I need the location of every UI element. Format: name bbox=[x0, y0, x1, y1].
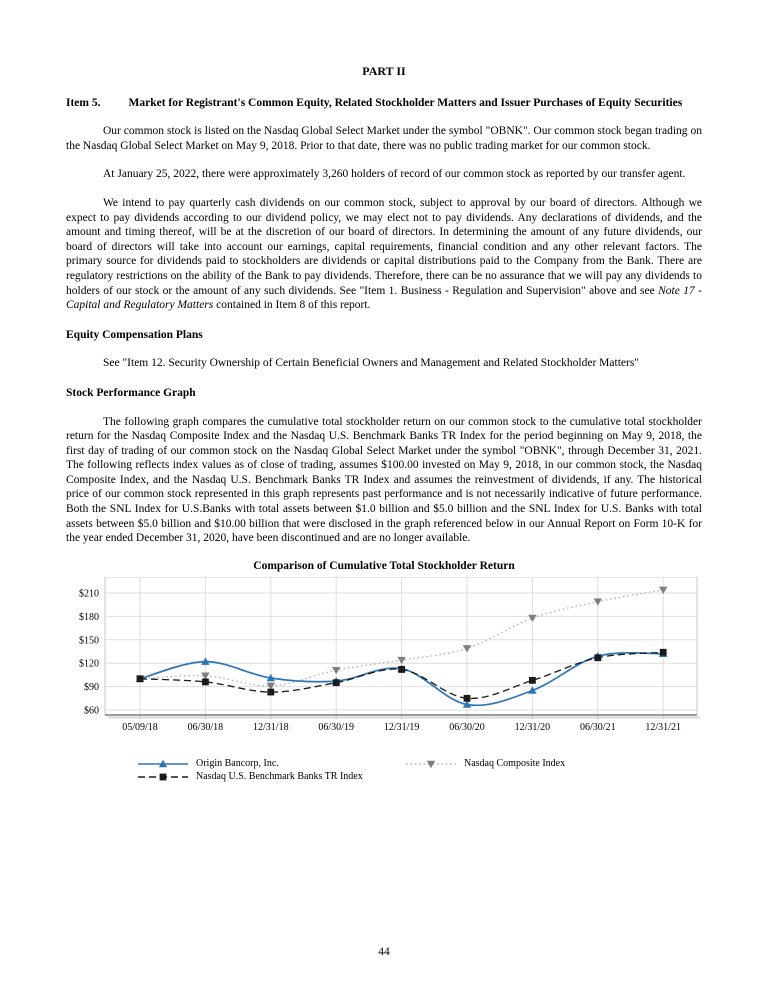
nasdaq-banks-line-sample-icon bbox=[137, 772, 189, 782]
item-5-label: Item 5. bbox=[66, 96, 101, 109]
svg-text:$60: $60 bbox=[84, 705, 99, 717]
dividends-text: We intend to pay quarterly cash dividends on our common stock, subject to approval by our board of directors. Although we expect to pay dividends according to our dividend policy, we may elect not to pay dividends. Any declarations of dividends, and the amount and timing thereof, will be at the discretion of our board of directors. In determining the amount of any future dividends, our board of directors will take into account our earnings, capital requirements, financial condition and any other relevant factors. The primary source for dividends paid to stockholders are dividends or capital distributions paid to the Company from the Bank. There are regulatory restrictions on the ability of the Bank to pay dividends. Therefore, there can be no assurance that we will pay any dividends to holders of our stock or the amount of any such dividends. See "Item 1. Business - Regulation and Supervision" above and see bbox=[66, 196, 702, 297]
legend-label-nasdaq-composite: Nasdaq Composite Index bbox=[464, 758, 566, 770]
chart-legend bbox=[60, 742, 768, 790]
svg-text:$90: $90 bbox=[84, 682, 99, 694]
svg-text:12/31/21: 12/31/21 bbox=[645, 722, 681, 734]
note-17-reference: Note 17 - Capital and Regulatory Matters bbox=[66, 284, 702, 312]
svg-text:06/30/20: 06/30/20 bbox=[449, 722, 485, 734]
svg-text:$150: $150 bbox=[79, 635, 99, 647]
dividends-paragraph bbox=[66, 196, 702, 313]
svg-text:06/30/18: 06/30/18 bbox=[187, 722, 224, 734]
svg-text:12/31/18: 12/31/18 bbox=[253, 722, 289, 734]
legend-item-origin-bancorp bbox=[137, 758, 279, 770]
stock-performance-heading: Stock Performance Graph bbox=[66, 386, 196, 399]
page-number: 44 bbox=[378, 946, 390, 958]
stock-performance-text: The following graph compares the cumulative total stockholder return on our common stock to the cumulative total stockholder return for the Nasdaq Composite Index and the Nasdaq U.S. Benchmark Banks TR Index for the period beginning on May 9, 2018, the first day of trading of our common stock on the Nasdaq Global Select Market under the symbol "OBNK", through December 31, 2021. The following reflects index values as of close of trading, assumes $100.00 invested on May 9, 2018, in our common stock, the Nasdaq Composite Index, and the Nasdaq U.S. Benchmark Banks TR Index and assumes the reinvestment of dividends, if any. The historical price of our common stock represented in this graph represents past performance and is not necessarily indicative of future performance. Both the SNL Index for U.S.Banks with total assets between $1.0 billion and $5.0 billion and the SNL Index for U.S. Banks with total assets between $5.0 billion and $10.00 billion that were disclosed in the graph referenced below in our Annual Report on Form 10-K for the year ended December 31, 2020, have been discontinued and are no longer available. bbox=[66, 415, 702, 545]
nasdaq-composite-line-sample-icon bbox=[405, 759, 457, 769]
dividends-text-end: contained in Item 8 of this report. bbox=[213, 299, 371, 312]
svg-text:06/30/19: 06/30/19 bbox=[318, 722, 354, 734]
part-title: PART II bbox=[362, 64, 406, 78]
item-5-title: Market for Registrant's Common Equity, Related Stockholder Matters and Issuer Purchases of Equity Securities bbox=[128, 96, 683, 109]
svg-text:$180: $180 bbox=[79, 612, 99, 624]
svg-text:05/09/18: 05/09/18 bbox=[122, 722, 158, 734]
item-5-heading bbox=[66, 96, 702, 111]
legend-label-origin-bancorp: Origin Bancorp, Inc. bbox=[196, 758, 279, 770]
legend-label-nasdaq-banks: Nasdaq U.S. Benchmark Banks TR Index bbox=[196, 771, 363, 783]
listing-paragraph: Our common stock is listed on the Nasdaq Global Select Market under the symbol "OBNK". Our common stock began trading on the Nasdaq Global Select Market on May 9, 2018. Prior to that date, there was no public trading market for our common stock. bbox=[66, 125, 702, 152]
svg-text:12/31/19: 12/31/19 bbox=[383, 722, 420, 734]
svg-text:$120: $120 bbox=[79, 659, 99, 671]
chart-title: Comparison of Cumulative Total Stockholder Return bbox=[253, 559, 515, 572]
svg-text:12/31/20: 12/31/20 bbox=[514, 722, 551, 734]
equity-compensation-heading: Equity Compensation Plans bbox=[66, 328, 203, 341]
chart-plot-area bbox=[60, 577, 768, 737]
svg-text:06/30/21: 06/30/21 bbox=[580, 722, 616, 734]
svg-text:$210: $210 bbox=[79, 588, 99, 600]
origin-bancorp-line-sample-icon bbox=[137, 759, 189, 769]
stock-performance-chart bbox=[60, 559, 768, 790]
holders-paragraph: At January 25, 2022, there were approximately 3,260 holders of record of our common stock as reported by our transfer agent. bbox=[103, 168, 686, 181]
legend-item-nasdaq-banks bbox=[137, 771, 363, 783]
equity-compensation-text: See "Item 12. Security Ownership of Certain Beneficial Owners and Management and Related Stockholder Matters" bbox=[103, 357, 639, 370]
legend-item-nasdaq-composite bbox=[405, 758, 565, 770]
